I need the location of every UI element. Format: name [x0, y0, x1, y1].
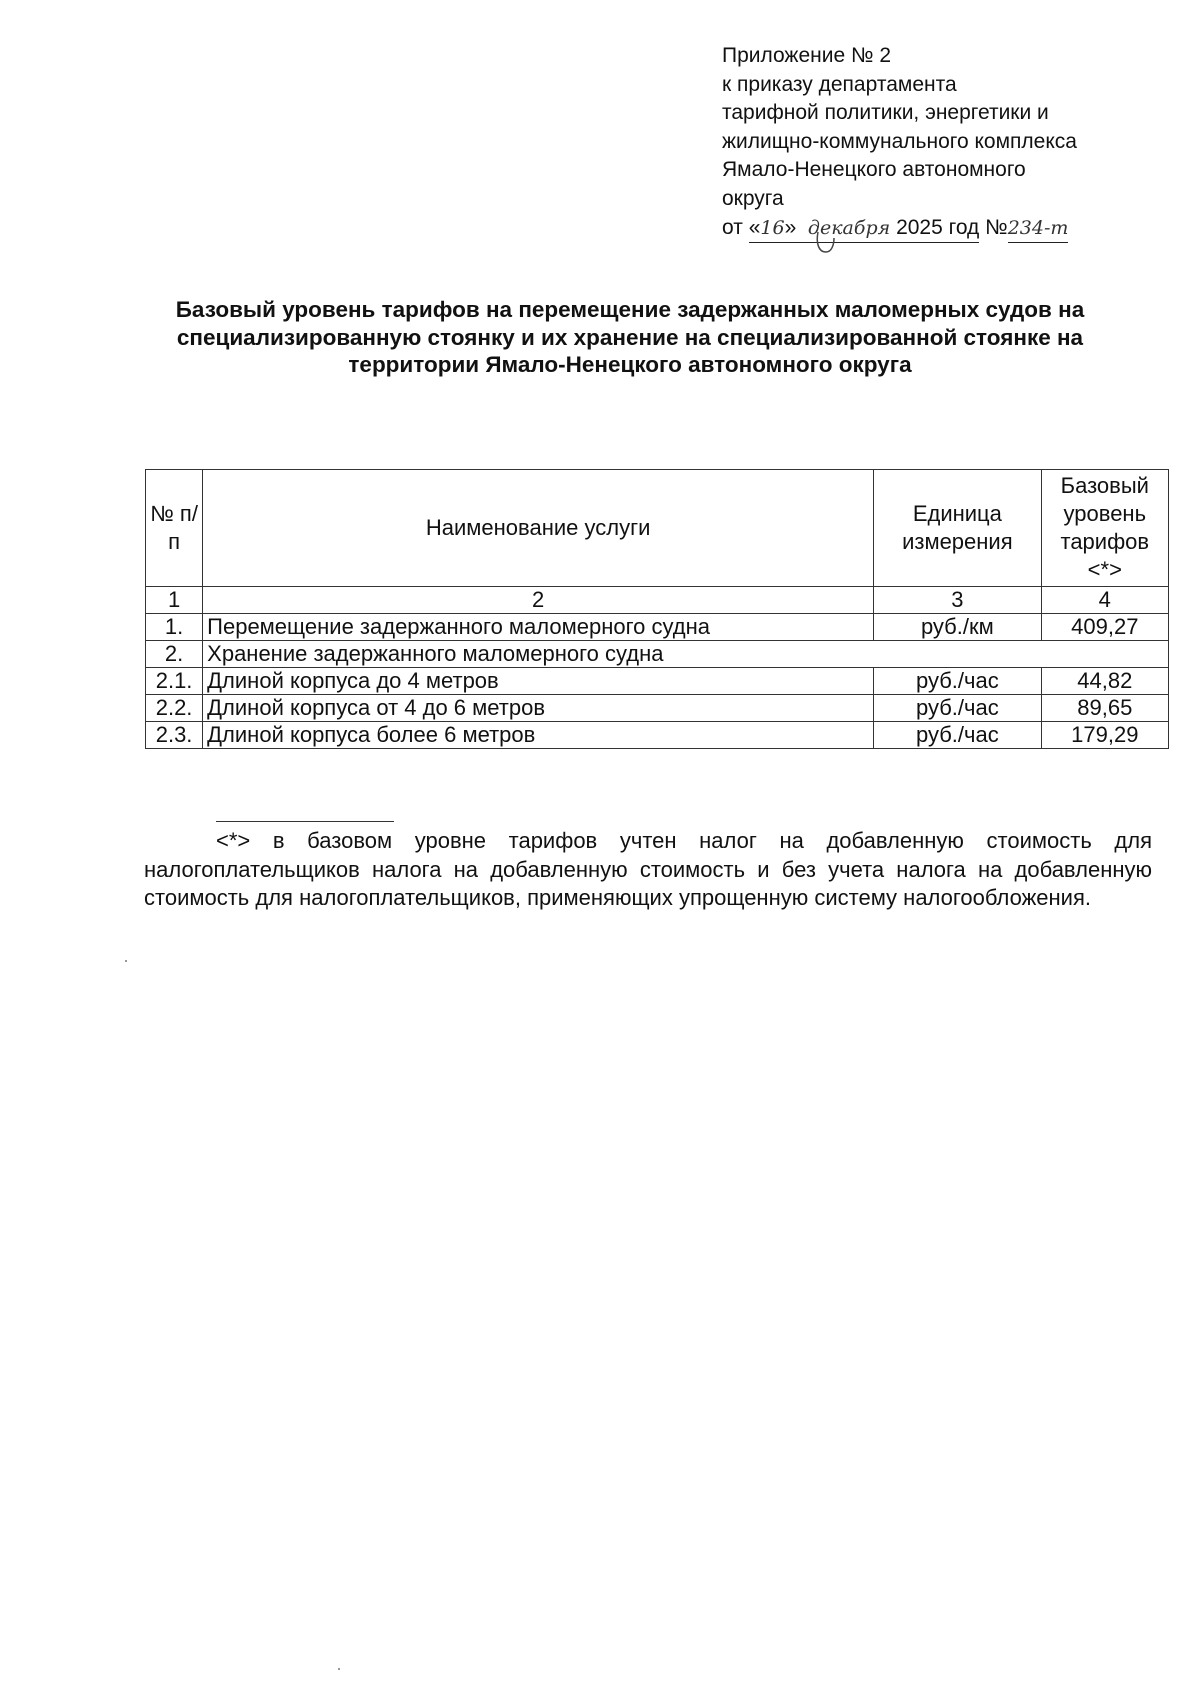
column-number: 2 [203, 587, 874, 614]
annex-line: к приказу департамента [722, 72, 957, 96]
row-no: 1. [146, 614, 203, 641]
row-service-name: Длиной корпуса до 4 метров [203, 668, 874, 695]
row-service-name: Перемещение задержанного маломерного судна [203, 614, 874, 641]
table-row [146, 722, 1169, 749]
row-no: 2.2. [146, 695, 203, 722]
table-row [146, 695, 1169, 722]
row-no: 2. [146, 641, 203, 668]
quote-open: « [748, 215, 761, 239]
quote-close: » [784, 215, 797, 239]
header-tariff: Базовый уровень тарифов <*> [1041, 470, 1168, 587]
row-tariff: 44,82 [1041, 668, 1168, 695]
row-unit: руб./час [874, 668, 1041, 695]
column-number: 1 [146, 587, 203, 614]
row-unit: руб./час [874, 695, 1041, 722]
annex-header [722, 42, 1142, 243]
scan-speck [125, 960, 127, 962]
document-title: Базовый уровень тарифов на перемещение задержанных маломерных судов на специализированную стоянку и их хранение на специализированной стоянке на территории Ямало-Ненецкого автономного округа [175, 297, 1085, 377]
table-row [146, 614, 1169, 641]
row-no: 2.1. [146, 668, 203, 695]
row-no: 2.3. [146, 722, 203, 749]
handwritten-day: 16 [760, 216, 785, 239]
date-underline [749, 214, 980, 244]
table-row [146, 668, 1169, 695]
row-service-name: Хранение задержанного маломерного судна [203, 641, 1169, 668]
row-service-name: Длиной корпуса более 6 метров [203, 722, 874, 749]
annex-line: тарифной политики, энергетики и [722, 101, 1049, 125]
header-no: № п/п [146, 470, 203, 587]
column-number: 3 [874, 587, 1041, 614]
handwritten-order-number: 234-т [1008, 214, 1069, 244]
row-unit: руб./км [874, 614, 1041, 641]
order-date-line [722, 214, 1142, 244]
header-unit: Единица измерения [874, 470, 1041, 587]
annex-line: округа [722, 186, 784, 210]
header-service-name: Наименование услуги [203, 470, 874, 587]
scan-speck [338, 1668, 340, 1670]
annex-line: Приложение № 2 [722, 44, 892, 67]
annex-line: Ямало-Ненецкого автономного [722, 158, 1026, 182]
handwriting-stroke-icon [812, 228, 852, 258]
handwritten-month: декабря [807, 216, 891, 239]
table-header-row [146, 470, 1169, 587]
footnote-divider [216, 821, 394, 822]
row-unit: руб./час [874, 722, 1041, 749]
tariff-table [145, 469, 1169, 749]
table-row [146, 641, 1169, 668]
row-tariff: 179,29 [1041, 722, 1168, 749]
column-number: 4 [1041, 587, 1168, 614]
row-tariff: 89,65 [1041, 695, 1168, 722]
order-year: 2025 год [896, 215, 980, 239]
row-tariff: 409,27 [1041, 614, 1168, 641]
annex-line: жилищно-коммунального комплекса [722, 129, 1077, 153]
footnote-text: <*> в базовом уровне тарифов учтен налог на добавленную стоимость для налогоплательщиков налога на добавленную стоимость и без учета налога на добавленную стоимость для налогоплательщиков, применяющих упрощенную систему налогообложения. [144, 828, 1152, 910]
number-prefix: № [985, 215, 1008, 239]
date-prefix: от [722, 215, 743, 239]
row-service-name: Длиной корпуса от 4 до 6 метров [203, 695, 874, 722]
column-number-row [146, 587, 1169, 614]
